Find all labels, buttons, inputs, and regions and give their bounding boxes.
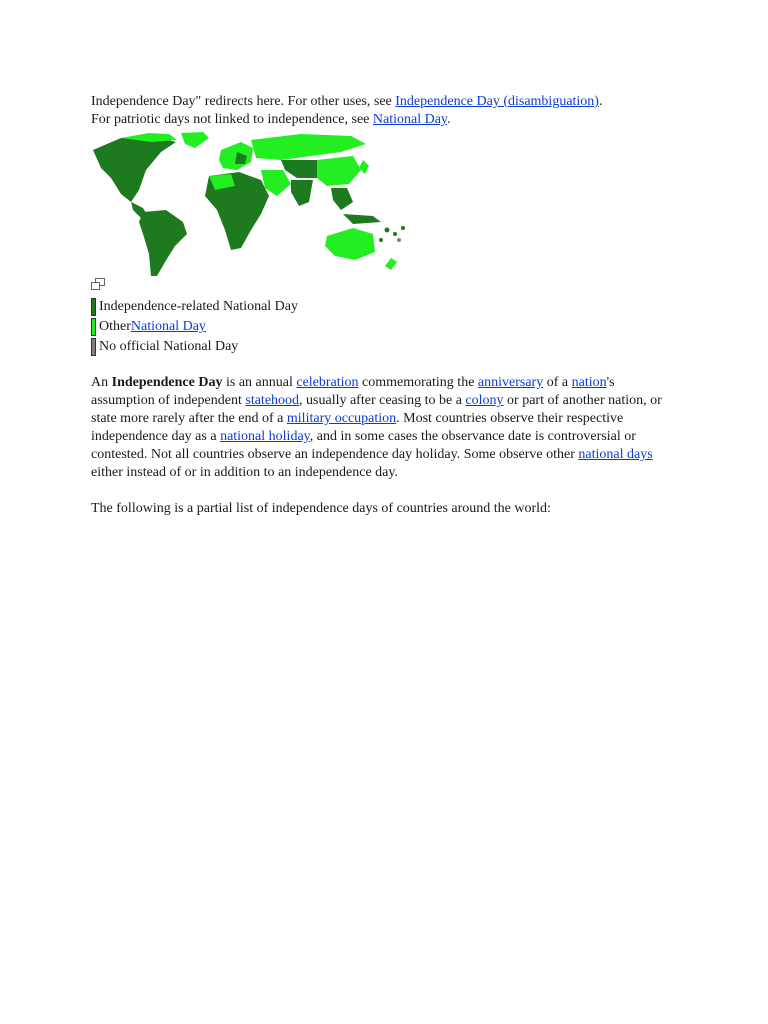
intro-text-run: . Most countries observe their respective independence day as a — [91, 411, 624, 444]
world-map-icon — [91, 130, 411, 278]
military-occupation-link[interactable]: military occupation — [286, 411, 397, 426]
disambiguation-link[interactable]: Independence Day (disambiguation) — [395, 94, 599, 109]
legend-item-other — [91, 317, 298, 337]
legend-label: Independence-related National Day — [99, 299, 299, 314]
list-intro-text: The following is a partial list of independence days of countries around the world: — [91, 501, 551, 516]
celebration-link[interactable]: celebration — [296, 375, 359, 390]
legend-swatch — [91, 318, 96, 336]
intro-text-run: of a — [543, 375, 572, 390]
intro-text-run: An — [91, 375, 112, 390]
intro-paragraph — [91, 374, 681, 482]
hatnote-text: . — [598, 94, 603, 109]
hatnote-text: For patriotic days not linked to independence, see — [91, 112, 373, 127]
list-intro — [91, 500, 691, 518]
article-title-bold: Independence Day — [111, 375, 223, 390]
hatnote — [91, 93, 691, 129]
magnify-clip-icon[interactable] — [91, 278, 105, 290]
hatnote-text: . — [447, 112, 451, 127]
intro-text-run: , usually after ceasing to be a — [299, 393, 466, 408]
national-holiday-link[interactable]: national holiday — [220, 429, 310, 444]
map-legend — [91, 297, 298, 357]
legend-swatch — [91, 338, 96, 356]
intro-text-run: , and in some cases the observance date is controversial or contested. Not all countries observe an independence day holiday. Some observe other — [91, 429, 636, 462]
intro-text-run: or part of another nation, or state more rarely after the end of a — [91, 393, 662, 426]
world-map-image[interactable] — [91, 130, 411, 278]
intro-text-run: either instead of or in addition to an independence day. — [91, 465, 398, 480]
anniversary-link[interactable]: anniversary — [477, 375, 544, 390]
intro-text-run: 's assumption of independent — [91, 375, 615, 408]
nation-link[interactable]: nation — [571, 375, 607, 390]
national-day-link[interactable]: National Day — [372, 112, 447, 127]
statehood-link[interactable]: statehood — [245, 393, 300, 408]
colony-link[interactable]: colony — [465, 393, 504, 408]
legend-label: No official National Day — [99, 339, 239, 354]
legend-item-none — [91, 337, 298, 357]
legend-swatch — [91, 298, 96, 316]
national-days-link[interactable]: national days — [578, 447, 653, 462]
legend-label: Other — [99, 319, 131, 334]
legend-item-independence — [91, 297, 298, 317]
intro-text-run: is an annual — [222, 375, 297, 390]
hatnote-text: Independence Day" redirects here. For other uses, see — [91, 94, 396, 109]
intro-text — [91, 374, 681, 482]
hatnote-line-1 — [91, 93, 691, 111]
intro-text-run: commemorating the — [358, 375, 478, 390]
legend-national-day-link[interactable]: National Day — [130, 319, 206, 334]
hatnote-line-2 — [91, 111, 691, 129]
